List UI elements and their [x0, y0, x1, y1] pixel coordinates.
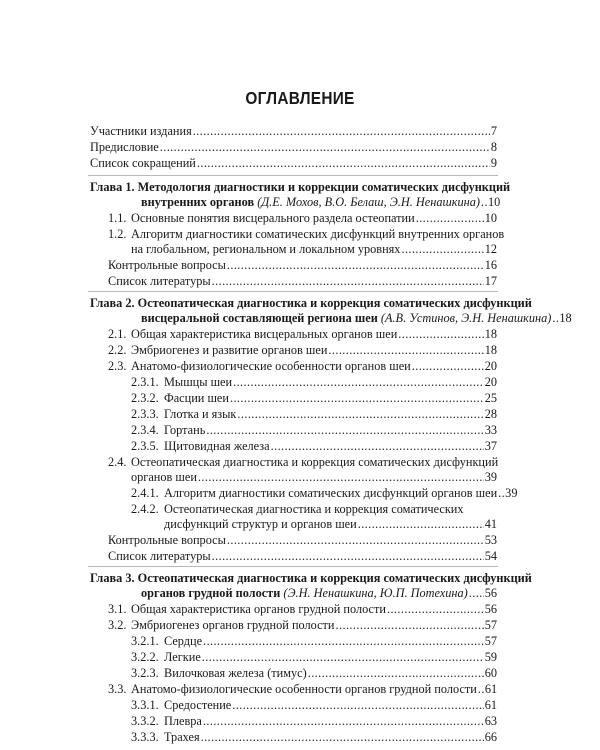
toc-entry-page: 57 — [484, 618, 497, 632]
toc-entry-text: Список сокращений — [90, 156, 196, 170]
toc-entry — [0, 391, 600, 405]
chapter-heading-cont — [0, 311, 600, 325]
chapter-title-line1: Глава 3. Остеопатическая диагностика и коррекция соматических дисфункций — [90, 571, 532, 585]
leader-dots — [160, 140, 490, 154]
toc-entry-page: 57 — [484, 634, 497, 648]
toc-entry-text: Эмбриогенез и развитие органов шеи — [131, 343, 328, 357]
toc-entry — [0, 486, 600, 500]
toc-entry-text: Глотка и язык — [164, 407, 237, 421]
page-title: ОГЛАВЛЕНИЕ — [245, 88, 355, 108]
toc-entry-text: Общая характеристика висцеральных органов шеи — [131, 327, 398, 341]
toc-entry-text: Предисловие — [90, 140, 159, 154]
toc-entry — [0, 730, 600, 744]
toc-entry — [0, 714, 600, 728]
section-number: 2.3.3. — [131, 407, 159, 421]
leader-dots — [203, 714, 484, 728]
leader-dots — [401, 242, 483, 256]
toc-entry — [0, 602, 600, 616]
toc-entry-page: 61 — [484, 682, 498, 696]
leader-dots — [398, 327, 483, 341]
chapter-title-line2: внутренних органов (Д.Е. Мохов, В.О. Белаш, Э.Н. Ненашкина) — [141, 195, 481, 209]
leader-dots — [478, 682, 484, 696]
toc-entry — [0, 140, 600, 154]
toc-entry — [0, 343, 600, 357]
section-number: 1.2. — [108, 227, 127, 241]
toc-entry-page: 61 — [484, 698, 497, 712]
section-number: 1.1. — [108, 211, 127, 225]
toc-entry-page: 37 — [484, 439, 497, 453]
toc-entry-text: Остеопатическая диагностика и коррекция соматических дисфункций — [131, 455, 499, 469]
chapter-title-line2: органов грудной полости (Э.Н. Ненашкина, Ю.П. Потехина) — [141, 586, 468, 600]
toc-entry-text: Алгоритм диагностики соматических дисфункций органов шеи — [164, 486, 498, 500]
toc-entry — [0, 211, 600, 225]
toc-entry-text: Анатомо-физиологические особенности органов шеи — [131, 359, 411, 373]
toc-entry — [0, 502, 600, 516]
leader-dots — [212, 549, 484, 563]
toc-entry — [0, 666, 600, 680]
section-number: 2.2. — [108, 343, 127, 357]
leader-dots — [232, 698, 483, 712]
leader-dots — [202, 650, 484, 664]
section-number: 3.3.2. — [131, 714, 159, 728]
toc-entry-text: Фасции шеи — [164, 391, 229, 405]
leader-dots — [469, 586, 484, 600]
chapter-heading-cont — [0, 586, 600, 600]
toc-entry-page: 66 — [484, 730, 497, 744]
section-number: 3.1. — [108, 602, 127, 616]
toc-entry-text: Щитовидная железа — [164, 439, 270, 453]
toc-entry-page: 59 — [484, 650, 497, 664]
toc-entry-text: Алгоритм диагностики соматических дисфункций внутренних органов — [131, 227, 505, 241]
section-divider — [88, 566, 498, 567]
toc-entry-page: 54 — [484, 549, 497, 563]
toc-entry-page: 56 — [484, 586, 497, 600]
toc-entry-page: 20 — [484, 375, 497, 389]
toc-entry — [0, 258, 600, 272]
section-number: 3.2. — [108, 618, 127, 632]
section-divider — [88, 175, 498, 176]
toc-entry-text: Контрольные вопросы — [108, 533, 226, 547]
toc-entry-page: 25 — [484, 391, 497, 405]
toc-entry-text: Анатомо-физиологические особенности органов грудной полости — [131, 682, 477, 696]
toc-entry-page: 18 — [559, 311, 572, 325]
toc-entry-page: 12 — [484, 242, 497, 256]
section-number: 2.3.1. — [131, 375, 159, 389]
toc-entry-text: Эмбриогенез органов грудной полости — [131, 618, 335, 632]
toc-entry — [0, 533, 600, 547]
toc-entry — [0, 682, 600, 696]
leader-dots — [237, 407, 483, 421]
toc-entry-page: 10 — [484, 211, 497, 225]
leader-dots — [481, 195, 487, 209]
chapter-heading — [0, 296, 600, 310]
chapter-title-line1: Глава 2. Остеопатическая диагностика и коррекция соматических дисфункций — [90, 296, 532, 310]
section-number: 3.2.1. — [131, 634, 159, 648]
leader-dots — [203, 634, 484, 648]
toc-entry-page: 20 — [484, 359, 497, 373]
toc-entry — [0, 407, 600, 421]
leader-dots — [227, 533, 484, 547]
toc-entry-page: 53 — [484, 533, 497, 547]
chapter-title-line1: Глава 1. Методология диагностики и коррекции соматических дисфункций — [90, 180, 511, 194]
toc-entry — [0, 359, 600, 373]
toc-entry-text: Список литературы — [108, 549, 211, 563]
toc-entry — [0, 375, 600, 389]
leader-dots — [212, 274, 484, 288]
toc-entry-text: Плевра — [164, 714, 202, 728]
leader-dots — [552, 311, 558, 325]
chapter-title-line2: висцеральной составляющей региона шеи (А.В. Устинов, Э.Н. Ненашкина) — [141, 311, 552, 325]
toc-entry-cont — [0, 517, 600, 531]
toc-entry-text: дисфункций структур и органов шеи — [164, 517, 357, 531]
leader-dots — [416, 211, 484, 225]
toc-entry-text: Остеопатическая диагностика и коррекция соматических — [164, 502, 464, 516]
section-number: 2.3. — [108, 359, 127, 373]
toc-entry-page: 33 — [484, 423, 497, 437]
section-number: 2.4.2. — [131, 502, 159, 516]
leader-dots — [387, 602, 484, 616]
toc-entry-page: 8 — [490, 140, 497, 154]
toc-entry-text: Участники издания — [90, 124, 192, 138]
toc-entry-page: 17 — [484, 274, 497, 288]
toc-entry-text: Гортань — [164, 423, 206, 437]
section-number: 2.3.2. — [131, 391, 159, 405]
leader-dots — [336, 618, 484, 632]
section-number: 2.3.4. — [131, 423, 159, 437]
toc-entry — [0, 455, 600, 469]
toc-entry — [0, 227, 600, 241]
toc-entry-text: Мышцы шеи — [164, 375, 233, 389]
toc-entry — [0, 549, 600, 563]
leader-dots — [227, 258, 484, 272]
toc-entry-page: 39 — [505, 486, 518, 500]
toc-entry-page: 9 — [490, 156, 497, 170]
toc-entry-text: Вилочковая железа (тимус) — [164, 666, 307, 680]
toc-entry-page: 7 — [490, 124, 497, 138]
toc-entry-page: 41 — [484, 517, 497, 531]
section-number: 2.3.5. — [131, 439, 159, 453]
leader-dots — [193, 124, 490, 138]
leader-dots — [412, 359, 484, 373]
leader-dots — [358, 517, 484, 531]
section-number: 3.3.1. — [131, 698, 159, 712]
leader-dots — [206, 423, 483, 437]
leader-dots — [198, 470, 484, 484]
toc-entry-text: Легкие — [164, 650, 201, 664]
toc-entry-page: 56 — [484, 602, 497, 616]
toc-entry-text: Контрольные вопросы — [108, 258, 226, 272]
leader-dots — [328, 343, 483, 357]
toc-entry-text: Средостение — [164, 698, 232, 712]
toc-entry — [0, 274, 600, 288]
toc-entry — [0, 634, 600, 648]
toc-entry — [0, 618, 600, 632]
leader-dots — [233, 375, 484, 389]
toc-entry-page: 28 — [484, 407, 497, 421]
toc-entry — [0, 698, 600, 712]
toc-entry-text: Сердце — [164, 634, 203, 648]
toc-entry — [0, 439, 600, 453]
toc-entry-page: 60 — [484, 666, 497, 680]
toc-entry — [0, 124, 600, 138]
section-number: 2.4.1. — [131, 486, 159, 500]
leader-dots — [498, 486, 504, 500]
section-divider — [88, 291, 498, 292]
leader-dots — [230, 391, 484, 405]
leader-dots — [271, 439, 484, 453]
toc-entry-text: Список литературы — [108, 274, 211, 288]
toc-entry-text: на глобальном, региональном и локальном уровнях — [131, 242, 401, 256]
chapter-heading — [0, 571, 600, 585]
toc-entry-page: 39 — [484, 470, 497, 484]
section-number: 3.3. — [108, 682, 127, 696]
section-number: 3.2.2. — [131, 650, 159, 664]
toc-entry-text: Основные понятия висцерального раздела остеопатии — [131, 211, 415, 225]
toc-entry-page: 18 — [484, 343, 497, 357]
leader-dots — [308, 666, 484, 680]
chapter-heading-cont — [0, 195, 600, 209]
toc-entry-text: Общая характеристика органов грудной полости — [131, 602, 386, 616]
section-number: 2.1. — [108, 327, 127, 341]
leader-dots — [201, 730, 484, 744]
toc-entry-cont — [0, 470, 600, 484]
toc-entry — [0, 423, 600, 437]
toc-entry-text: органов шеи — [131, 470, 197, 484]
chapter-heading — [0, 180, 600, 194]
leader-dots — [197, 156, 490, 170]
toc-entry-page: 16 — [484, 258, 497, 272]
toc-entry — [0, 156, 600, 170]
section-number: 3.2.3. — [131, 666, 159, 680]
toc-entry — [0, 327, 600, 341]
toc-entry-page: 18 — [484, 327, 497, 341]
toc-entry-text: Трахея — [164, 730, 200, 744]
section-number: 3.3.3. — [131, 730, 159, 744]
toc-entry-cont — [0, 242, 600, 256]
section-number: 2.4. — [108, 455, 127, 469]
toc-entry — [0, 650, 600, 664]
toc-entry-page: 63 — [484, 714, 497, 728]
toc-entry-page: 10 — [488, 195, 501, 209]
